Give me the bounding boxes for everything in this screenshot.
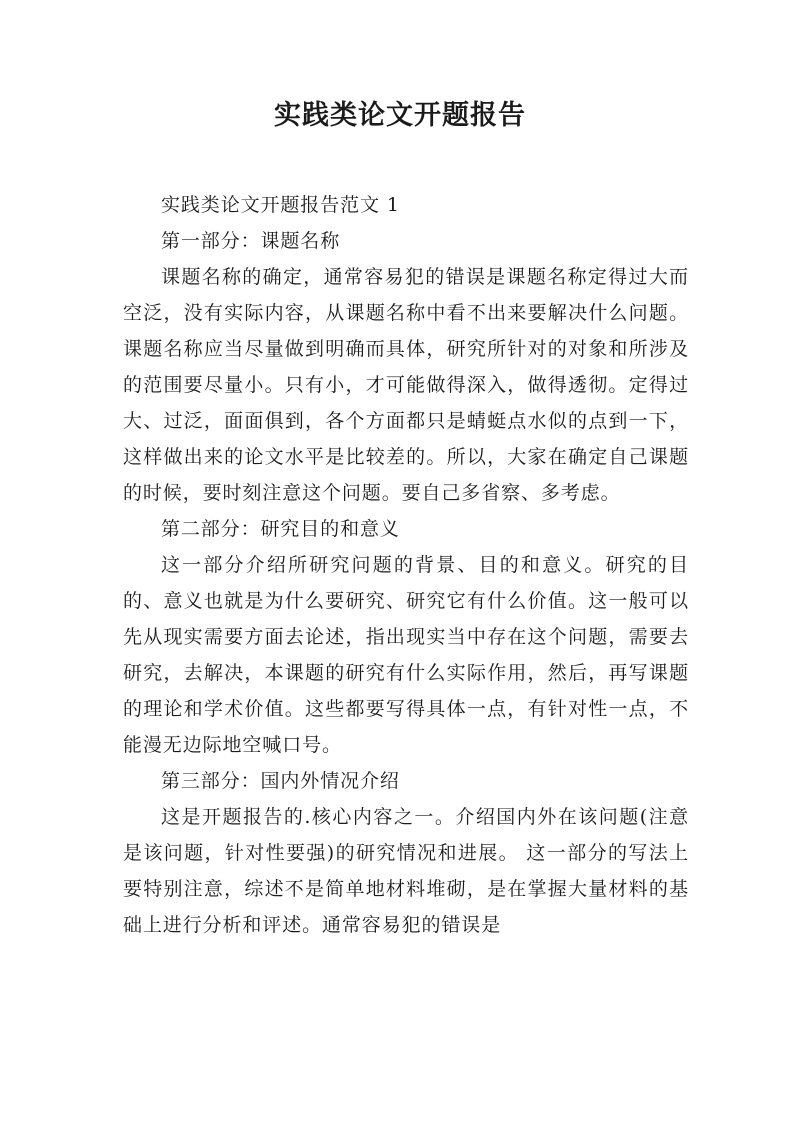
body-paragraph-part-3: 这是开题报告的.核心内容之一。介绍国内外在该问题(注意是该问题，针对性要强)的研究情况和进展。 这一部分的写法上要特别注意，综述不是简单地材料堆砌，是在掌握大量材料的基础上进行分析和评述。通常容易犯的错误是 xyxy=(123,806,689,936)
body-paragraph-part-2: 这一部分介绍所研究问题的背景、目的和意义。研究的目的、意义也就是为什么要研究、研究它有什么价值。这一般可以先从现实需要方面去论述，指出现实当中存在这个问题，需要去研究，去解决，本课题的研究有什么实际作用，然后，再写课题的理论和学术价值。这些都要写得具体一点，有针对性一点，不能漫无边际地空喊口号。 xyxy=(123,554,689,756)
document-title: 实践类论文开题报告 xyxy=(274,100,526,131)
section-heading-part-2: 第二部分：研究目的和意义 xyxy=(161,518,400,540)
document-body xyxy=(123,187,689,943)
section-heading-part-1: 第一部分：课题名称 xyxy=(161,230,341,252)
subtitle-paragraph: 实践类论文开题报告范文 1 xyxy=(161,194,400,216)
body-paragraph-part-1: 课题名称的确定，通常容易犯的错误是课题名称定得过大而空泛，没有实际内容，从课题名称中看不出来要解决什么问题。 课题名称应当尽量做到明确而具体，研究所针对的对象和所涉及的范围要尽量小。只有小，才可能做得深入，做得透彻。定得过大、过泛，面面俱到，各个方面都只是蜻蜓点水似的点到一下，这样做出来的论文水平是比较差的。所以，大家在确定自己课题的时候，要时刻注意这个问题。要自己多省察、多考虑。 xyxy=(123,266,689,504)
section-heading-part-3: 第三部分：国内外情况介绍 xyxy=(161,770,400,792)
